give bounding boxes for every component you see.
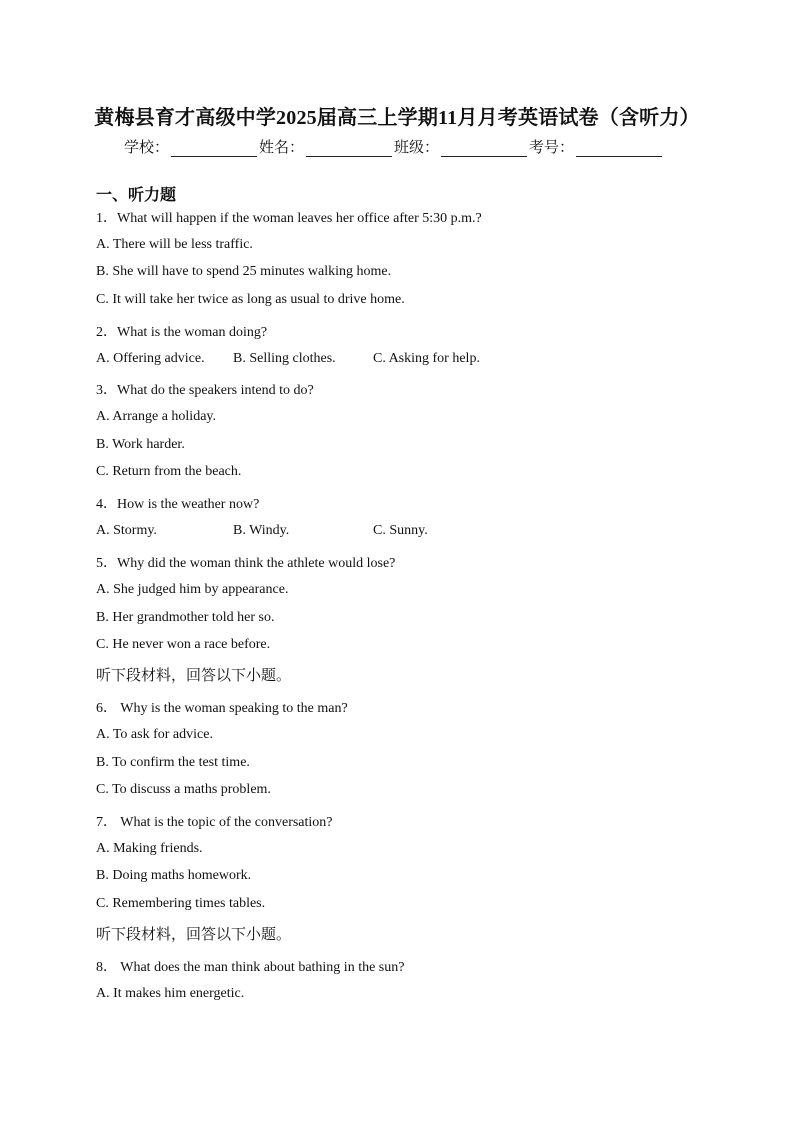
option: B. Windy.: [233, 523, 290, 538]
option: A. Offering advice.: [96, 351, 205, 366]
question-stem: 6． Why is the woman speaking to the man?: [96, 701, 348, 716]
question-stem: 5．Why did the woman think the athlete would lose?: [96, 556, 396, 571]
option: C. Asking for help.: [373, 351, 480, 366]
question-stem: 8． What does the man think about bathing in the sun?: [96, 960, 405, 975]
option: C. He never won a race before.: [96, 637, 271, 652]
number-blank[interactable]: [576, 140, 662, 157]
section-heading: 一、听力题: [96, 185, 177, 204]
class-label: 班级：: [394, 140, 440, 156]
option: A. Stormy.: [96, 523, 157, 538]
option: C. Sunny.: [373, 523, 428, 538]
class-blank[interactable]: [441, 140, 527, 157]
question-stem: 7． What is the topic of the conversation?: [96, 815, 333, 830]
option: C. Return from the beach.: [96, 464, 242, 479]
option: B. She will have to spend 25 minutes walking home.: [96, 264, 392, 279]
name-blank[interactable]: [306, 140, 392, 157]
option: A. To ask for advice.: [96, 727, 213, 742]
question-stem: 1．What will happen if the woman leaves her office after 5:30 p.m.?: [96, 211, 482, 226]
question-stem: 3．What do the speakers intend to do?: [96, 383, 314, 398]
question-stem: 4．How is the weather now?: [96, 497, 260, 512]
option: A. She judged him by appearance.: [96, 582, 289, 597]
instruction: 听下段材料，回答以下小题。: [96, 925, 292, 943]
name-label: 姓名：: [259, 140, 305, 156]
instruction: 听下段材料，回答以下小题。: [96, 666, 292, 684]
option: A. It makes him energetic.: [96, 986, 245, 1001]
option: B. Work harder.: [96, 437, 185, 452]
school-blank[interactable]: [171, 140, 257, 157]
question-stem: 2．What is the woman doing?: [96, 325, 268, 340]
option: C. Remembering times tables.: [96, 896, 266, 911]
page-title: 黄梅县育才高级中学2025届高三上学期11月月考英语试卷（含听力）: [94, 107, 700, 129]
option: B. Her grandmother told her so.: [96, 610, 275, 625]
student-info-line: [124, 136, 664, 157]
option: B. To confirm the test time.: [96, 755, 250, 770]
option: A. There will be less traffic.: [96, 237, 253, 252]
option: C. To discuss a maths problem.: [96, 782, 271, 797]
school-label: 学校：: [124, 140, 170, 156]
option: B. Selling clothes.: [233, 351, 336, 366]
number-label: 考号：: [529, 140, 575, 156]
option: A. Making friends.: [96, 841, 203, 856]
option: A. Arrange a holiday.: [96, 409, 216, 424]
option: C. It will take her twice as long as usual to drive home.: [96, 292, 405, 307]
option: B. Doing maths homework.: [96, 868, 252, 883]
